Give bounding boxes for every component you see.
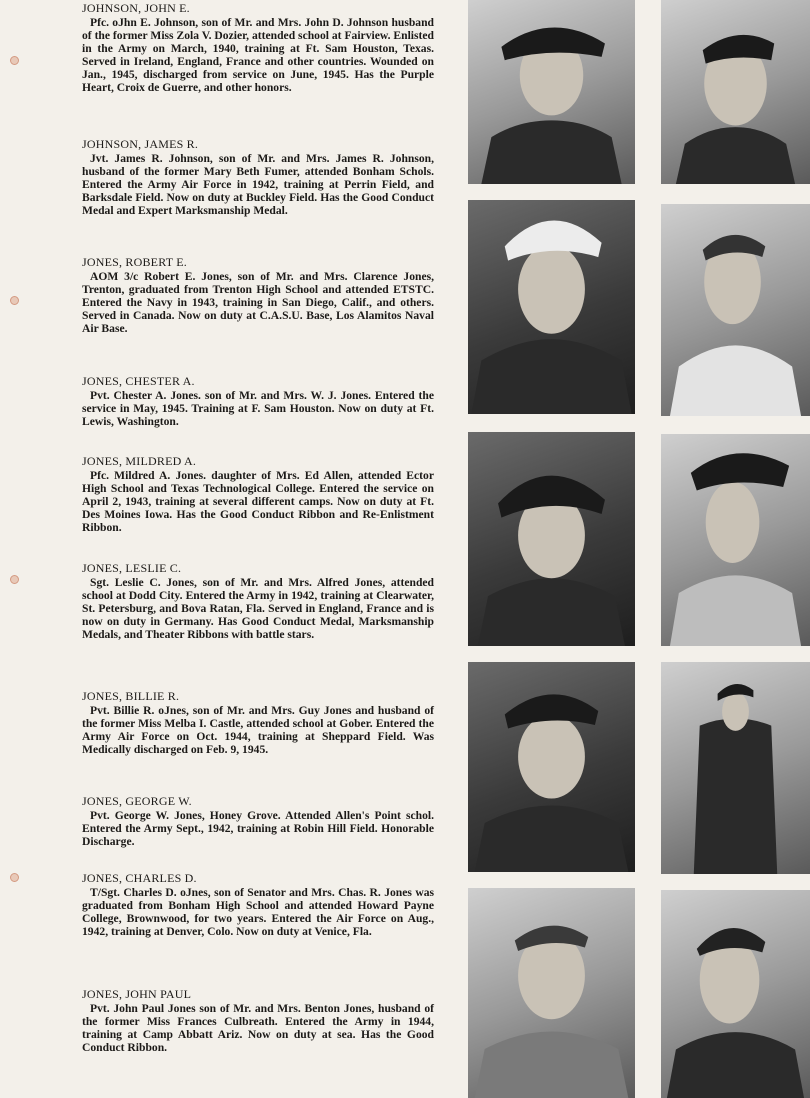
- entry-name: JONES, CHARLES D.: [82, 871, 197, 885]
- entry-jones-mildred-a: [82, 455, 434, 534]
- entry-bio: Pvt. Chester A. Jones. son of Mr. and Mrs. W. J. Jones. Entered the service in May, 1945. Training at F. Sam Houston. Now on duty at Ft. Lewis, Washington.: [82, 389, 434, 429]
- entry-jones-leslie-c: [82, 562, 434, 641]
- portrait-photo: [468, 200, 635, 414]
- entry-bio: Pvt. George W. Jones, Honey Grove. Attended Allen's Point schol. Entered the Army Sept., 1942, training at Robin Hill Field. Honorable Discharge.: [82, 809, 434, 849]
- entry-bio: T/Sgt. Charles D. oJnes, son of Senator and Mrs. Chas. R. Jones was graduated from Bonham High School and attended Howard Payne College, Brownwood, for two years. Entered the Air Force on Aug., 1942, training at Denver, Colo. Now on duty at Venice, Fla.: [82, 886, 434, 939]
- entry-name: JONES, JOHN PAUL: [82, 987, 192, 1001]
- entry-bio: Pfc. oJhn E. Johnson, son of Mr. and Mrs. John D. Johnson husband of the former Miss Zola V. Dozier, attended school at Fairview. Enlisted in the Army on March, 1940, training at Ft. Sam Houston, Texas. Served in Ireland, England, France and other countries. Wounded on Jan., 1945, discharged from service on June, 1945. Has the Purple Heart, Croix de Guerre, and other honors.: [82, 16, 434, 95]
- entry-jones-robert-e: [82, 256, 434, 335]
- portrait-photo: [468, 662, 635, 872]
- punch-hole: [10, 56, 19, 65]
- entry-johnson-james-r: [82, 138, 434, 217]
- entry-bio: Jvt. James R. Johnson, son of Mr. and Mrs. James R. Johnson, husband of the former Mary Beth Fumer, attended Bonham Schols. Entered the Army Air Force in 1942, training at Perrin Field, and Barksdale Field. Now on duty at Buckley Field. Has the Good Conduct Medal and Expert Marksmanship Medal.: [82, 152, 434, 218]
- entry-name: JONES, CHESTER A.: [82, 374, 195, 388]
- entry-name: JONES, ROBERT E.: [82, 255, 187, 269]
- entry-name: JONES, BILLIE R.: [82, 689, 180, 703]
- entry-johnson-john-e: [82, 2, 434, 95]
- portrait-photo: [661, 662, 810, 874]
- entry-bio: Pvt. John Paul Jones son of Mr. and Mrs. Benton Jones, husband of the former Miss Frances Culbreath. Entered the Army in 1944, training at Camp Abbatt Ariz. Now on duty at sea. Has the Good Conduct Ribbon.: [82, 1002, 434, 1055]
- punch-hole: [10, 575, 19, 584]
- portrait-photo: [661, 434, 810, 646]
- entry-jones-billie-r: [82, 690, 434, 756]
- entry-bio: Pvt. Billie R. oJnes, son of Mr. and Mrs. Guy Jones and husband of the former Miss Melba I. Castle, attended school at Gober. Entered the Army Air Force on Oct. 1944, training at Sheppard Field. Was Medically discharged on Feb. 9, 1945.: [82, 704, 434, 757]
- entry-name: JOHNSON, JAMES R.: [82, 137, 199, 151]
- portrait-photo: [661, 0, 810, 184]
- portrait-photo: [468, 0, 635, 184]
- entry-name: JONES, GEORGE W.: [82, 794, 192, 808]
- entry-bio: Sgt. Leslie C. Jones, son of Mr. and Mrs. Alfred Jones, attended school at Dodd City. Entered the Army in 1942, training at Clearwater, St. Petersburg, and Bova Ratan, Fla. Served in England, France and is now on duty in Germany. Has Good Conduct Medal, Marksmanship Medals, and Theater Ribbons with battle stars.: [82, 576, 434, 642]
- punch-hole: [10, 873, 19, 882]
- entry-jones-charles-d: [82, 872, 434, 938]
- entry-bio: AOM 3/c Robert E. Jones, son of Mr. and Mrs. Clarence Jones, Trenton, graduated from Trenton High School and attended ETSTC. Entered the Navy in 1943, training in San Diego, Calif., and others. Served in Canada. Now on duty at C.A.S.U. Base, Los Alamitos Naval Air Base.: [82, 270, 434, 336]
- portrait-photo: [661, 890, 810, 1098]
- entry-name: JOHNSON, JOHN E.: [82, 1, 190, 15]
- portrait-photo: [468, 432, 635, 646]
- entry-jones-george-w: [82, 795, 434, 848]
- entry-name: JONES, LESLIE C.: [82, 561, 182, 575]
- entry-name: JONES, MILDRED A.: [82, 454, 197, 468]
- portrait-photo: [468, 888, 635, 1098]
- portrait-photo: [661, 204, 810, 416]
- entry-jones-john-paul: [82, 988, 434, 1054]
- entry-bio: Pfc. Mildred A. Jones. daughter of Mrs. Ed Allen, attended Ector High School and Texas Technological College. Entered the service on April 2, 1943, training at several different camps. Now on duty at Ft. Des Moines Iowa. Has the Good Conduct Ribbon and Re-Enlistment Ribbon.: [82, 469, 434, 535]
- entry-jones-chester-a: [82, 375, 434, 428]
- punch-hole: [10, 296, 19, 305]
